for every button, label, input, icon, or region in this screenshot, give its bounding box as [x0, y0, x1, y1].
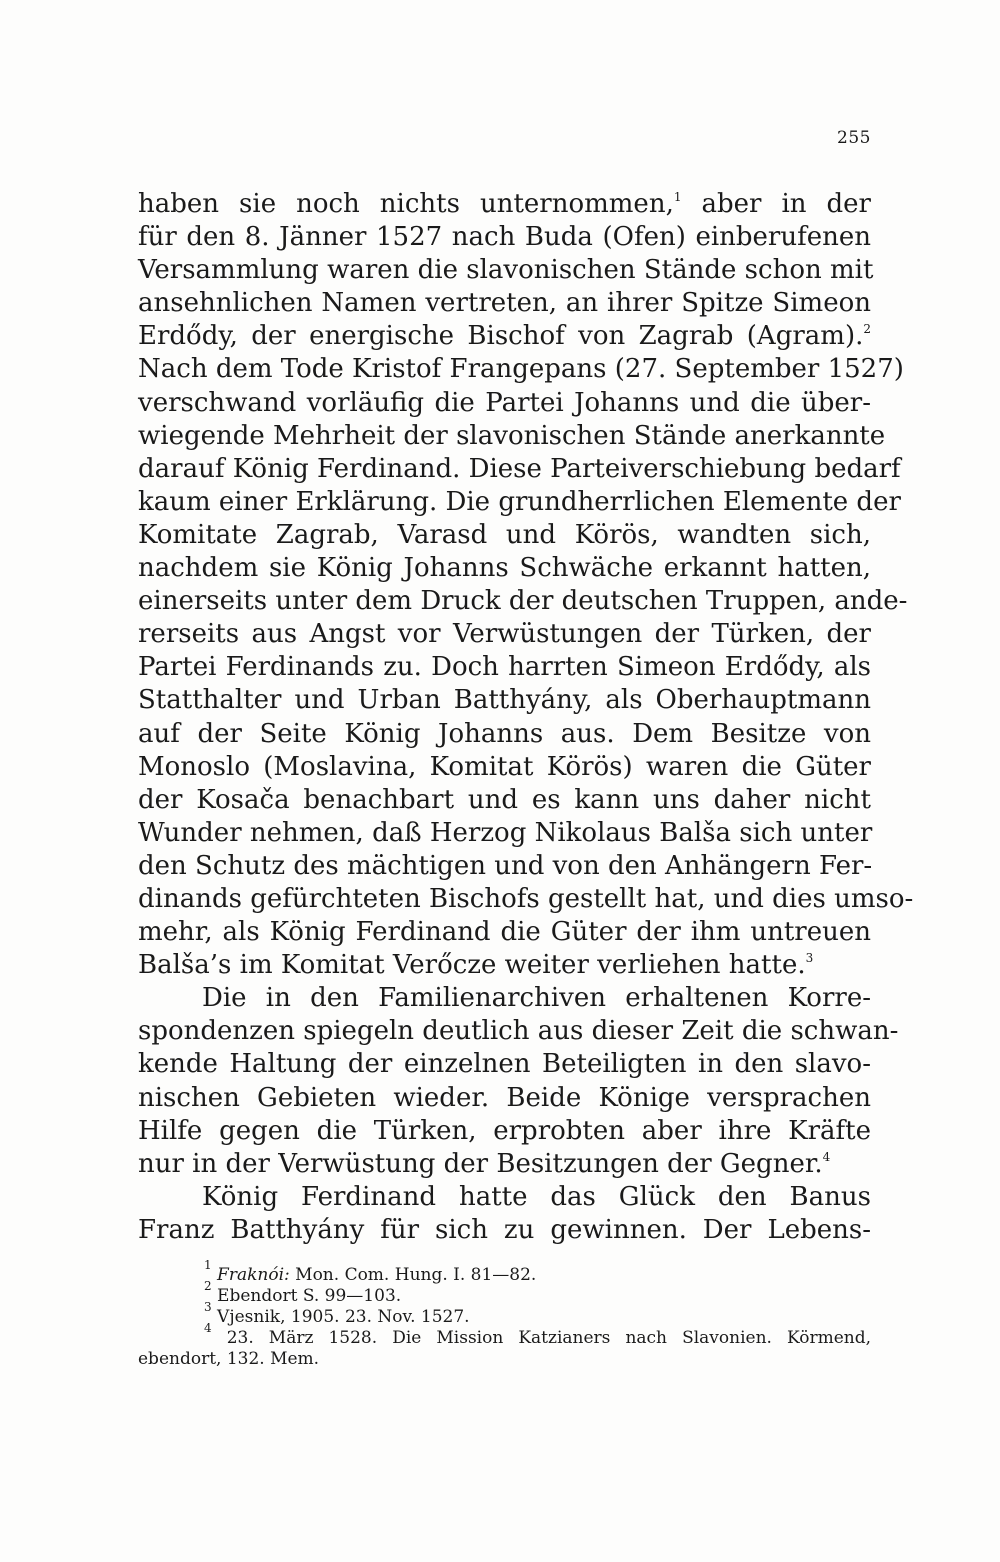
text-line-content: ansehnlichen Namen vertreten, an ihrer Spitze Simeon: [138, 288, 871, 319]
text-line: [138, 387, 871, 420]
text-line: [138, 618, 871, 651]
text-line-content: nischen Gebieten wieder. Beide Könige versprachen: [138, 1082, 871, 1113]
text-line-content: verschwand vorläufig die Partei Johanns und die über-: [138, 387, 871, 418]
footnote: [138, 1349, 871, 1370]
text-line-content: rerseits aus Angst vor Verwüstungen der Türken, der: [138, 619, 871, 650]
text-line-content: haben sie noch nichts unternommen,: [138, 189, 674, 219]
text-line: [138, 1048, 871, 1081]
text-line-content: nur in der Verwüstung der Besitzungen der Gegner.: [138, 1148, 823, 1179]
text-line: [138, 718, 871, 751]
text-line-content: Erdődy, der energische Bischof von Zagrab (Agram).: [138, 321, 864, 352]
text-line-content: darauf König Ferdinand. Diese Parteiverschiebung bedarf: [138, 453, 901, 484]
text-line-content: Balša’s im Komitat Verőcze weiter verliehen hatte.: [138, 950, 806, 981]
text-line: [138, 188, 871, 221]
text-line: [138, 1214, 871, 1247]
footnote-text: Vjesnik, 1905. 23. Nov. 1527.: [217, 1307, 470, 1327]
text-line-continuation: aber in der: [681, 189, 871, 219]
footnote: [138, 1321, 871, 1349]
footnote-text: Mon. Com. Hung. I. 81—82.: [289, 1265, 537, 1285]
text-line-content: König Ferdinand hatte das Glück den Banus: [202, 1181, 871, 1212]
text-line: [138, 651, 871, 684]
text-line-content: Komitate Zagrab, Varasd und Körös, wandten sich,: [138, 519, 871, 550]
footnote-text: ebendort, 132. Mem.: [138, 1349, 320, 1369]
footnote-reference: 1: [673, 190, 682, 205]
text-line-content: kende Haltung der einzelnen Beteiligten in den slavo-: [138, 1049, 871, 1080]
text-line-content: Partei Ferdinands zu. Doch harrten Simeon Erdődy, als: [138, 652, 871, 683]
footnote: [138, 1258, 871, 1286]
text-line: [138, 949, 871, 982]
text-line-content: Nach dem Tode Kristof Frangepans (27. September 1527): [138, 354, 904, 385]
text-line-content: auf der Seite König Johanns aus. Dem Besitze von: [138, 718, 871, 749]
text-line: [138, 254, 874, 287]
footnote-marker: 2: [204, 1279, 212, 1294]
text-line: [138, 486, 901, 519]
text-line: [138, 221, 871, 254]
footnote-marker: 3: [204, 1300, 212, 1315]
text-line-content: Wunder nehmen, daß Herzog Nikolaus Balša sich unter: [138, 817, 873, 848]
text-line-content: Statthalter und Urban Batthyány, als Oberhauptmann: [138, 685, 871, 716]
text-line: [138, 519, 871, 552]
text-line: [138, 1015, 899, 1048]
text-line: [138, 1115, 871, 1148]
text-line: [138, 585, 908, 618]
text-line: [138, 1148, 871, 1181]
text-line: [138, 320, 871, 353]
footnote: [138, 1279, 871, 1307]
text-line: [138, 287, 871, 320]
text-line: [138, 751, 871, 784]
text-line: [138, 982, 871, 1015]
text-line-content: Die in den Familienarchiven erhaltenen Korre-: [202, 983, 871, 1014]
footnote-reference: 4: [822, 1149, 831, 1164]
text-line: [138, 684, 871, 717]
text-line-content: wiegende Mehrheit der slavonischen Stände anerkannte: [138, 420, 886, 451]
text-line: [138, 353, 904, 386]
footnote-marker: 1: [204, 1258, 212, 1273]
footnote-author: Fraknói:: [217, 1265, 290, 1285]
text-line-content: dinands gefürchteten Bischofs gestellt hat, und dies umso-: [138, 883, 914, 914]
text-line-content: nachdem sie König Johanns Schwäche erkannt hatten,: [138, 553, 871, 584]
text-line-content: spondenzen spiegeln deutlich aus dieser Zeit die schwan-: [138, 1016, 899, 1047]
text-line: [138, 784, 871, 817]
text-line: [138, 916, 871, 949]
text-line-content: Monoslo (Moslavina, Komitat Körös) waren die Güter: [138, 751, 871, 782]
text-line-content: für den 8. Jänner 1527 nach Buda (Ofen) einberufenen: [138, 222, 871, 253]
text-line-content: Versammlung waren die slavonischen Stände schon mit: [138, 255, 874, 286]
footnote-reference: 3: [805, 951, 814, 966]
footnote-text: 23. März 1528. Die Mission Katzianers nach Slavonien. Körmend,: [226, 1328, 871, 1348]
body-text: [138, 188, 914, 1247]
text-line: [138, 552, 871, 585]
text-line: [138, 1082, 871, 1115]
text-line-content: Franz Batthyány für sich zu gewinnen. Der Lebens-: [138, 1214, 871, 1245]
text-line: [138, 883, 914, 916]
footnote-text: Ebendort S. 99—103.: [217, 1286, 402, 1306]
footnote-reference: 2: [863, 322, 871, 337]
text-line-content: mehr, als König Ferdinand die Güter der ihm untreuen: [138, 917, 871, 948]
text-line: [138, 453, 901, 486]
text-line-content: der Kosača benachbart und es kann uns daher nicht: [138, 784, 871, 815]
footnotes: [138, 1258, 871, 1370]
text-line-content: Hilfe gegen die Türken, erprobten aber ihre Kräfte: [138, 1115, 871, 1146]
page-number: 255: [837, 128, 871, 148]
footnote: [138, 1300, 871, 1328]
text-line: [138, 817, 871, 850]
text-line: [138, 850, 871, 883]
footnote-marker: 4: [204, 1321, 212, 1336]
text-line: [138, 1181, 871, 1214]
text-line: [138, 420, 886, 453]
text-line-content: kaum einer Erklärung. Die grundherrlichen Elemente der: [138, 486, 901, 517]
text-line-content: einerseits unter dem Druck der deutschen Truppen, ande-: [138, 586, 908, 617]
text-line-content: den Schutz des mächtigen und von den Anhängern Fer-: [138, 850, 873, 881]
